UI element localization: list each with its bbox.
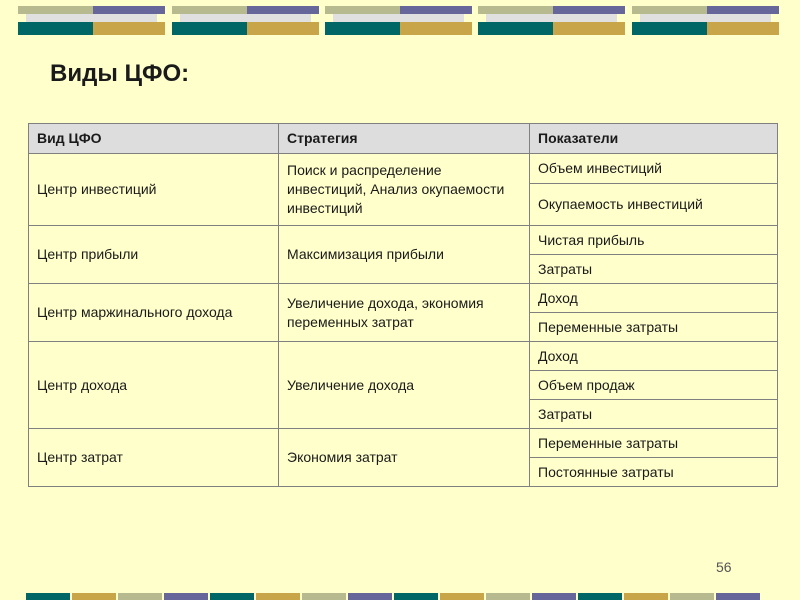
header-cfo-type: Вид ЦФО	[29, 124, 279, 154]
cfo-types-table	[28, 123, 778, 487]
decorative-stripe	[478, 6, 553, 14]
decorative-stripe	[624, 593, 668, 600]
decorative-stripe	[348, 593, 392, 600]
table-header-row	[29, 124, 778, 154]
cfo-type-cell: Центр прибыли	[29, 226, 279, 284]
strategy-cell: Поиск и распределение инвестиций, Анализ окупаемости инвестиций	[279, 154, 530, 226]
decorative-stripe	[632, 28, 707, 35]
indicator-cell: Доход	[530, 284, 778, 313]
decorative-stripe	[486, 14, 617, 22]
decorative-stripe	[553, 28, 625, 35]
decorative-stripe	[172, 6, 247, 14]
indicator-cell: Затраты	[530, 255, 778, 284]
decorative-stripe	[172, 28, 247, 35]
strategy-cell: Максимизация прибыли	[279, 226, 530, 284]
decorative-stripe	[707, 6, 779, 14]
decorative-stripe	[670, 593, 714, 600]
strategy-cell: Увеличение дохода	[279, 342, 530, 429]
cfo-type-cell: Центр затрат	[29, 429, 279, 487]
decorative-stripe	[118, 593, 162, 600]
decorative-stripe	[18, 6, 93, 14]
table-row	[29, 342, 778, 371]
page-number: 56	[716, 559, 732, 575]
cfo-type-cell: Центр маржинального дохода	[29, 284, 279, 342]
strategy-cell: Экономия затрат	[279, 429, 530, 487]
decorative-stripe	[716, 593, 760, 600]
decorative-stripe	[707, 28, 779, 35]
decorative-stripe	[400, 28, 472, 35]
cfo-type-cell: Центр инвестиций	[29, 154, 279, 226]
indicator-cell: Объем продаж	[530, 371, 778, 400]
decorative-stripe	[302, 593, 346, 600]
decorative-stripe	[26, 593, 70, 600]
table-row	[29, 284, 778, 313]
table-row	[29, 154, 778, 184]
top-decorative-block	[632, 6, 779, 36]
decorative-stripe	[247, 28, 319, 35]
decorative-stripe	[632, 6, 707, 14]
decorative-stripe	[164, 593, 208, 600]
strategy-cell: Увеличение дохода, экономия переменных затрат	[279, 284, 530, 342]
decorative-stripe	[26, 14, 157, 22]
decorative-stripe	[478, 28, 553, 35]
top-decorative-block	[172, 6, 319, 36]
decorative-stripe	[640, 14, 771, 22]
indicator-cell: Переменные затраты	[530, 429, 778, 458]
decorative-stripe	[553, 6, 625, 14]
indicator-cell: Чистая прибыль	[530, 226, 778, 255]
header-indicators: Показатели	[530, 124, 778, 154]
decorative-stripe	[72, 593, 116, 600]
decorative-stripe	[93, 28, 165, 35]
indicator-cell: Переменные затраты	[530, 313, 778, 342]
decorative-stripe	[93, 6, 165, 14]
indicator-cell: Затраты	[530, 400, 778, 429]
decorative-stripe	[18, 28, 93, 35]
decorative-stripe	[578, 593, 622, 600]
slide-title: Виды ЦФО:	[50, 60, 190, 87]
decorative-stripe	[325, 28, 400, 35]
table-row	[29, 429, 778, 458]
decorative-stripe	[256, 593, 300, 600]
decorative-stripe	[532, 593, 576, 600]
decorative-stripe	[247, 6, 319, 14]
decorative-stripe	[440, 593, 484, 600]
decorative-stripe	[180, 14, 311, 22]
indicator-cell: Доход	[530, 342, 778, 371]
decorative-stripe	[394, 593, 438, 600]
header-strategy: Стратегия	[279, 124, 530, 154]
top-decorative-block	[18, 6, 165, 36]
decorative-stripe	[400, 6, 472, 14]
indicator-cell: Постоянные затраты	[530, 458, 778, 487]
top-decorative-block	[325, 6, 472, 36]
decorative-stripe	[325, 6, 400, 14]
indicator-cell: Окупаемость инвестиций	[530, 184, 778, 226]
indicator-cell: Объем инвестиций	[530, 154, 778, 184]
decorative-stripe	[486, 593, 530, 600]
top-decorative-block	[478, 6, 625, 36]
table-row	[29, 226, 778, 255]
decorative-stripe	[333, 14, 464, 22]
cfo-type-cell: Центр дохода	[29, 342, 279, 429]
decorative-stripe	[210, 593, 254, 600]
